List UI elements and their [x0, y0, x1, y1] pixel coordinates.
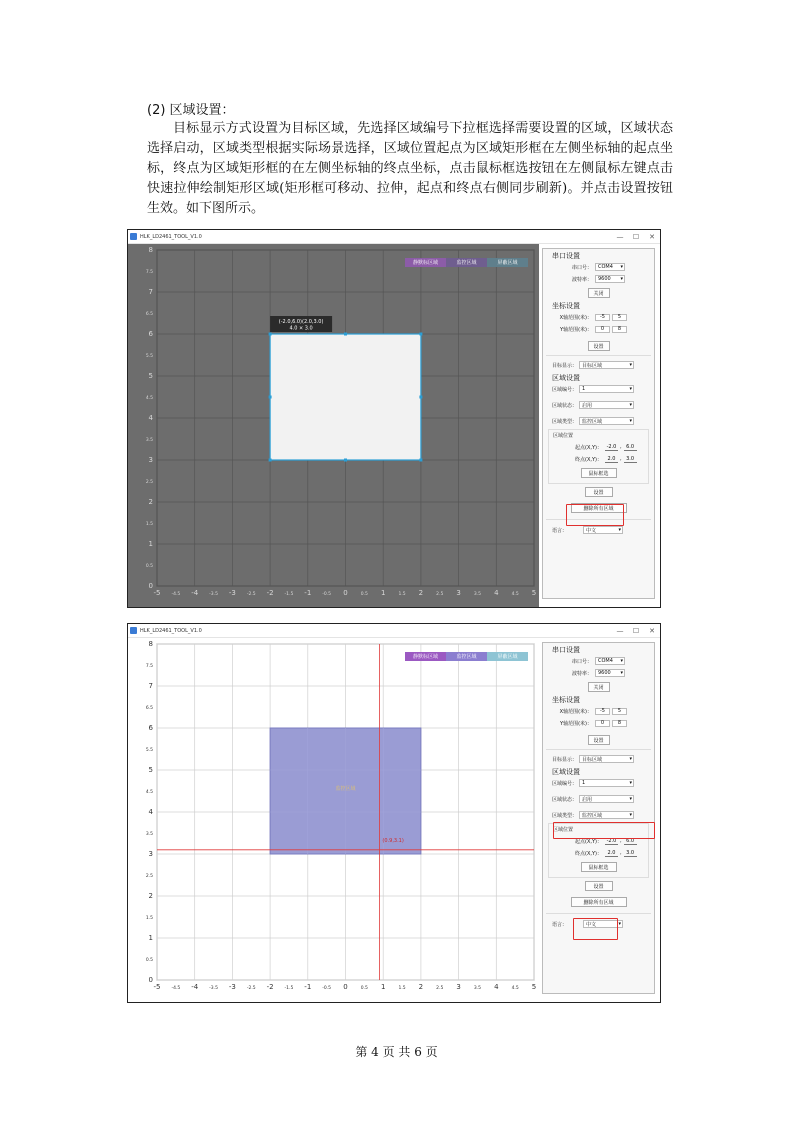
x-tick-label: 2.5 [436, 986, 444, 991]
y-tick-label: 7 [148, 682, 153, 690]
body-paragraph: 目标显示方式设置为目标区域，先选择区域编号下拉框选择需要设置的区域，区域状态选择启动，区域类型根据实际场景选择，区域位置起点为区域矩形框在左侧坐标轴的起点坐标，终点为区域矩形框的在左侧坐标轴的终点坐标，点击鼠标框选按钮在左侧鼠标左键点击快速拉伸绘制矩形区域(矩形框可移动、拉伸，起点和终点右侧同步刷新)。并点击设置按钮生效。如下图所示。 [147, 121, 673, 216]
close-icon[interactable]: ✕ [649, 626, 655, 635]
zone-state-value: 启用 [582, 796, 593, 803]
end-label: 终点(X,Y)： [575, 850, 602, 857]
zone-state-label: 区域状态： [552, 402, 578, 409]
y-tick-label: 3 [148, 850, 153, 858]
y-tick-label: 3.5 [145, 438, 153, 443]
y-tick-label: 3 [148, 456, 153, 464]
tooltip-size: 4.0 × 3.0 [289, 325, 313, 332]
zone-state-label: 区域状态： [552, 796, 578, 803]
zone-id-label: 区域编号： [552, 780, 578, 787]
cursor-coordinate: (0.9,3.1) [382, 837, 404, 844]
language-value: 中文 [586, 527, 597, 534]
mouse-select-button[interactable]: 鼠标框选 [581, 468, 617, 478]
port-label: 串口号： [571, 264, 592, 271]
y-tick-label: 5 [148, 766, 153, 774]
x-tick-label: -0.5 [322, 986, 332, 991]
y-tick-label: 0.5 [145, 958, 153, 963]
x-tick-label: 0 [343, 589, 348, 597]
x-tick-label: 4.5 [511, 592, 519, 597]
chevron-down-icon: ▾ [629, 780, 632, 786]
zone-position-title: 区域位置 [553, 433, 574, 439]
y-tick-label: 5.5 [145, 354, 153, 359]
zone-settings-title: 区域设置 [552, 374, 580, 382]
x-tick-label: 1.5 [398, 592, 406, 597]
target-display-label: 目标显示： [552, 362, 578, 369]
baud-select[interactable] [595, 669, 625, 677]
y-tick-label: 6 [148, 330, 153, 338]
zone-id-select[interactable] [579, 779, 634, 787]
app-icon [130, 627, 137, 634]
port-value: COM4 [598, 658, 613, 664]
delete-all-zones-button[interactable]: 删除所有区域 [571, 503, 627, 513]
zone-id-label: 区域编号： [552, 386, 578, 393]
chevron-down-icon: ▾ [620, 658, 623, 664]
end-x-field[interactable]: 2.0 [605, 850, 618, 857]
chevron-down-icon: ▾ [620, 264, 623, 270]
y-tick-label: 4.5 [145, 396, 153, 401]
zone-state-value: 启用 [582, 402, 593, 409]
start-y-field[interactable]: 6.0 [624, 838, 637, 845]
y-tick-label: 5 [148, 372, 153, 380]
minimize-icon[interactable]: — [616, 626, 624, 635]
resize-handle[interactable] [344, 333, 347, 336]
start-y-field[interactable]: 6.0 [624, 444, 637, 451]
y-tick-label: 2.5 [145, 480, 153, 485]
chevron-down-icon: ▾ [629, 386, 632, 392]
serial-settings-title: 串口设置 [552, 252, 580, 260]
target-display-select[interactable] [579, 361, 634, 369]
x-tick-label: 3 [456, 983, 461, 991]
zone-legend [405, 258, 528, 267]
y-tick-label: 6.5 [145, 706, 153, 711]
chevron-down-icon: ▾ [629, 796, 632, 802]
target-display-select[interactable] [579, 755, 634, 763]
x-tick-label: 2 [418, 589, 424, 597]
resize-handle[interactable] [344, 459, 347, 462]
x-tick-label: 2 [418, 983, 424, 991]
target-display-value: 目标区域 [582, 362, 603, 369]
settings-panel [542, 642, 655, 994]
y-tick-label: 1 [148, 540, 153, 548]
x-tick-label: 3.5 [473, 592, 482, 597]
zone-id-select[interactable] [579, 385, 634, 393]
y-tick-label: 4 [148, 414, 153, 422]
y-tick-label: 8 [148, 246, 153, 254]
start-x-field[interactable]: -2.0 [606, 443, 617, 450]
app-icon [130, 233, 137, 240]
zone-id-value: 1 [582, 780, 586, 786]
x-tick-label: -3 [228, 589, 236, 597]
x-range-label: X轴范围(米)： [559, 708, 592, 715]
coord-settings-title: 坐标设置 [552, 696, 580, 704]
tooltip-coords: (-2.0,6.0)(2.0,3.0) [278, 319, 324, 325]
y-tick-label: 4.5 [145, 790, 153, 795]
coordinate-plot[interactable] [128, 244, 539, 608]
chevron-down-icon: ▾ [618, 921, 621, 927]
x-tick-label: -5 [153, 589, 161, 597]
y-tick-label: 0 [148, 976, 153, 984]
end-label: 终点(X,Y)： [575, 456, 602, 463]
maximize-icon[interactable]: ☐ [632, 626, 640, 635]
language-label: 语言： [552, 921, 568, 928]
x-min-spinner[interactable]: -5 [595, 708, 610, 715]
y-tick-label: 7.5 [145, 270, 153, 275]
zone-position-group: 区域位置 起点(X,Y)： -2.0 , 6.0 终点(X,Y)： 2.0 , 3.0 鼠标框选 [548, 429, 649, 484]
y-min-spinner[interactable]: 0 [595, 326, 610, 333]
y-range-label: Y轴范围(米)： [560, 720, 592, 727]
y-max-spinner[interactable]: 8 [612, 326, 627, 333]
baud-select[interactable] [595, 275, 625, 283]
minimize-icon[interactable]: — [616, 232, 624, 241]
chevron-down-icon: ▾ [629, 418, 632, 424]
x-tick-label: 3 [456, 589, 461, 597]
x-tick-label: 3.5 [473, 986, 482, 991]
x-tick-label: -2.5 [246, 986, 256, 991]
x-tick-label: -4 [191, 983, 199, 991]
zone-rectangle[interactable] [270, 334, 421, 460]
window-title: HLK_LD2461_TOOL_V1.0 [140, 233, 202, 240]
x-tick-label: -1.5 [284, 592, 294, 597]
x-tick-label: -2 [266, 983, 274, 991]
screenshot-2 [127, 623, 661, 1003]
x-tick-label: 4.5 [511, 986, 519, 991]
baud-label: 波特率： [571, 670, 592, 677]
zone-type-value: 监控区域 [582, 418, 603, 425]
y-tick-label: 6 [148, 724, 153, 732]
start-label: 起点(X,Y)： [575, 444, 602, 451]
zone-type-select[interactable] [579, 417, 634, 425]
y-min-spinner[interactable]: 0 [595, 720, 610, 727]
port-select[interactable] [595, 263, 625, 271]
port-value: COM4 [598, 264, 613, 270]
x-tick-label: 5 [531, 589, 537, 597]
x-min-spinner[interactable]: -5 [595, 314, 610, 321]
x-tick-label: 2.5 [436, 592, 444, 597]
language-value: 中文 [586, 921, 597, 928]
mouse-select-button[interactable]: 鼠标框选 [581, 862, 617, 872]
y-tick-label: 6.5 [145, 312, 153, 317]
close-port-button[interactable]: 关闭 [588, 288, 610, 298]
zone-type-label: 区域类型： [552, 418, 578, 425]
y-tick-label: 1.5 [145, 916, 153, 921]
coordinate-plot[interactable] [128, 638, 539, 1003]
legend-item: 屏蔽区域 [487, 652, 528, 661]
x-tick-label: -1.5 [284, 986, 294, 991]
end-y-field[interactable]: 3.0 [624, 850, 637, 857]
x-tick-label: -4 [191, 589, 199, 597]
highlight-zone-state [553, 822, 655, 839]
baud-value: 9600 [598, 670, 611, 676]
x-tick-label: 4 [494, 589, 499, 597]
target-display-value: 目标区域 [582, 756, 603, 763]
zone-label: 监控区域 [335, 786, 356, 792]
resize-handle[interactable] [419, 333, 422, 336]
baud-label: 波特率： [571, 276, 592, 283]
y-tick-label: 7.5 [145, 664, 153, 669]
port-label: 串口号： [571, 658, 592, 665]
x-tick-label: 1.5 [398, 986, 406, 991]
legend-item: 静默标区域 [405, 258, 446, 267]
x-tick-label: -5 [153, 983, 161, 991]
resize-handle[interactable] [269, 396, 272, 399]
delete-all-zones-button[interactable]: 删除所有区域 [571, 897, 627, 907]
y-tick-label: 7 [148, 288, 153, 296]
y-tick-label: 2 [148, 498, 153, 506]
coord-set-button[interactable]: 设置 [588, 735, 610, 745]
x-tick-label: -4.5 [171, 592, 181, 597]
x-tick-label: -4.5 [171, 986, 181, 991]
coord-set-button[interactable]: 设置 [588, 341, 610, 351]
zone-id-value: 1 [582, 386, 586, 392]
zone-type-label: 区域类型： [552, 812, 578, 819]
y-tick-label: 0 [148, 582, 153, 590]
close-port-button[interactable]: 关闭 [588, 682, 610, 692]
x-range-label: X轴范围(米)： [559, 314, 592, 321]
legend-item: 静默标区域 [405, 652, 446, 661]
y-tick-label: 3.5 [145, 832, 153, 837]
zone-position-title: 区域位置 [553, 827, 574, 833]
legend-item: 监控区域 [446, 258, 487, 267]
baud-value: 9600 [598, 276, 611, 282]
x-tick-label: -3.5 [209, 986, 218, 991]
x-tick-label: -1 [304, 589, 312, 597]
resize-handle[interactable] [269, 333, 272, 336]
y-max-spinner[interactable]: 8 [612, 720, 627, 727]
start-label: 起点(X,Y)： [575, 838, 602, 845]
y-tick-label: 1 [148, 934, 153, 942]
x-tick-label: -2 [266, 589, 274, 597]
zone-position-group: 区域位置 起点(X,Y)： -2.0 , 6.0 终点(X,Y)： 2.0 , 3.0 鼠标框选 [548, 823, 649, 878]
chevron-down-icon: ▾ [629, 402, 632, 408]
x-tick-label: 4 [494, 983, 499, 991]
serial-settings-title: 串口设置 [552, 646, 580, 654]
start-x-field[interactable]: -2.0 [606, 837, 617, 844]
y-tick-label: 8 [148, 640, 153, 648]
settings-panel [542, 248, 655, 599]
highlight-set-button [573, 918, 618, 940]
zone-state-select[interactable] [579, 401, 634, 409]
zone-set-button[interactable]: 设置 [585, 487, 613, 497]
zone-legend [405, 652, 528, 661]
y-tick-label: 4 [148, 808, 153, 816]
x-max-spinner[interactable]: 5 [612, 708, 627, 715]
x-tick-label: -1 [304, 983, 312, 991]
x-tick-label: 0 [343, 983, 348, 991]
language-label: 语言： [552, 527, 568, 534]
y-tick-label: 2 [148, 892, 153, 900]
window-title: HLK_LD2461_TOOL_V1.0 [140, 627, 202, 634]
window-titlebar [128, 624, 660, 638]
screenshot-1 [127, 229, 661, 608]
language-select[interactable] [583, 526, 623, 534]
zone-type-value: 监控区域 [582, 812, 603, 819]
x-tick-label: 1 [380, 983, 386, 991]
resize-handle[interactable] [419, 459, 422, 462]
chevron-down-icon: ▾ [620, 670, 623, 676]
target-display-label: 目标显示： [552, 756, 578, 763]
zone-type-select[interactable] [579, 811, 634, 819]
x-tick-label: -3.5 [209, 592, 218, 597]
chevron-down-icon: ▾ [618, 527, 621, 533]
plot-area[interactable] [128, 244, 539, 608]
chevron-down-icon: ▾ [629, 362, 632, 368]
resize-handle[interactable] [269, 459, 272, 462]
zone-settings-title: 区域设置 [552, 768, 580, 776]
y-tick-label: 0.5 [145, 564, 153, 569]
y-tick-label: 5.5 [145, 748, 153, 753]
plot-area[interactable] [128, 638, 539, 1003]
coord-settings-title: 坐标设置 [552, 302, 580, 310]
y-tick-label: 1.5 [145, 522, 153, 527]
x-tick-label: 1 [380, 589, 386, 597]
section-heading: (2) 区域设置： [147, 103, 235, 118]
page-footer: 第 4 页 共 6 页 [355, 1045, 438, 1059]
port-select[interactable] [595, 657, 625, 665]
y-tick-label: 2.5 [145, 874, 153, 879]
y-range-label: Y轴范围(米)： [560, 326, 592, 333]
x-tick-label: -2.5 [246, 592, 256, 597]
legend-item: 监控区域 [446, 652, 487, 661]
end-x-field[interactable]: 2.0 [605, 456, 618, 463]
x-tick-label: 5 [531, 983, 537, 991]
end-y-field[interactable]: 3.0 [624, 456, 637, 463]
close-icon[interactable]: ✕ [649, 232, 655, 241]
x-tick-label: 0.5 [360, 592, 368, 597]
highlight-mouse-select [566, 504, 624, 526]
zone-set-button[interactable]: 设置 [585, 881, 613, 891]
x-tick-label: -3 [228, 983, 236, 991]
chevron-down-icon: ▾ [629, 756, 632, 762]
x-tick-label: -0.5 [322, 592, 332, 597]
zone-state-select[interactable] [579, 795, 634, 803]
chevron-down-icon: ▾ [629, 812, 632, 818]
maximize-icon[interactable]: ☐ [632, 232, 640, 241]
x-tick-label: 0.5 [360, 986, 368, 991]
resize-handle[interactable] [419, 396, 422, 399]
x-max-spinner[interactable]: 5 [612, 314, 627, 321]
legend-item: 屏蔽区域 [487, 258, 528, 267]
chevron-down-icon: ▾ [620, 276, 623, 282]
window-titlebar [128, 230, 660, 244]
